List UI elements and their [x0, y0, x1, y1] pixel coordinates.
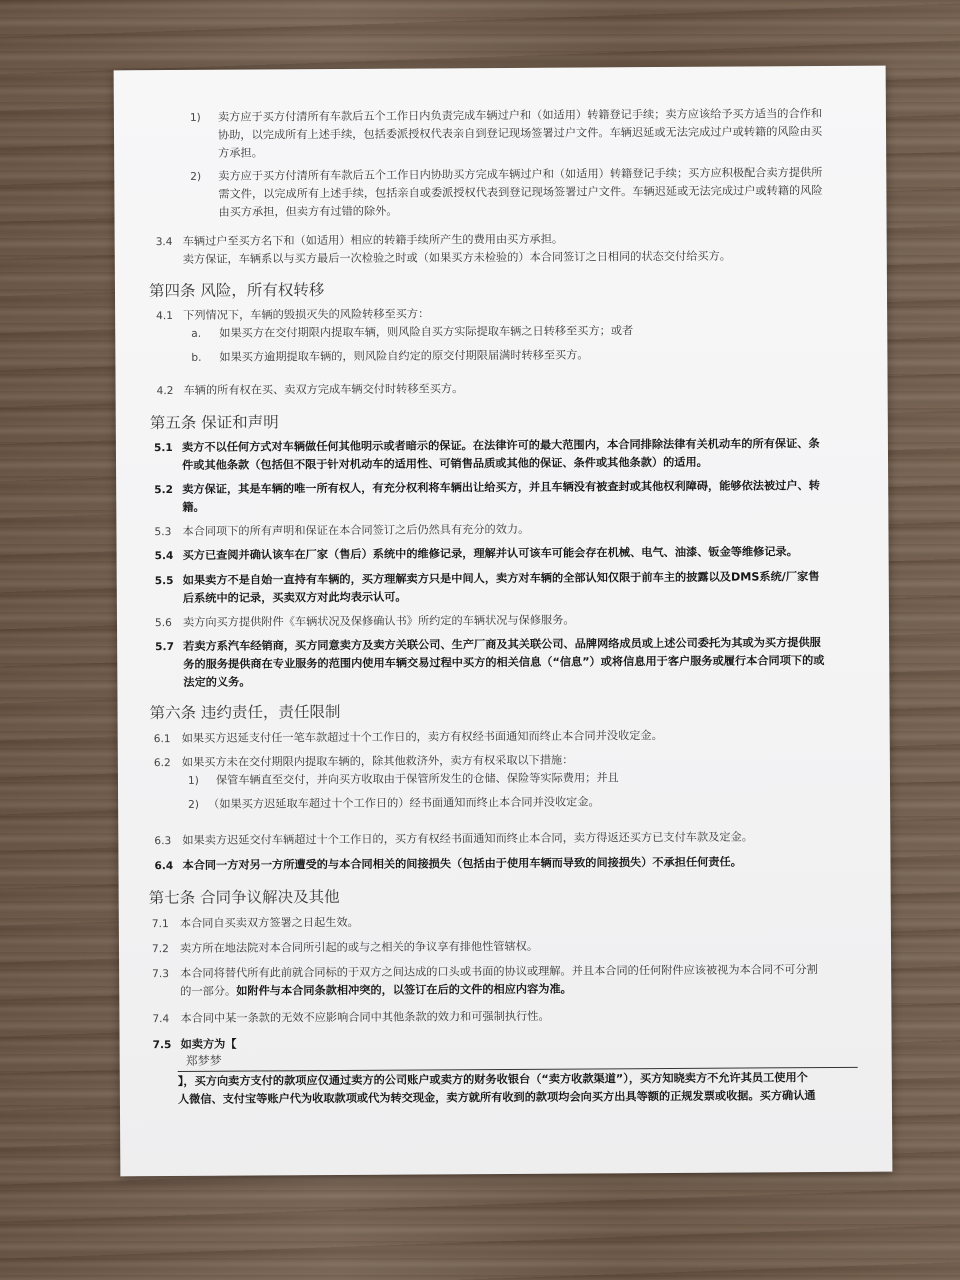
clause-5-7-line-3: 法定的义务。	[183, 675, 251, 689]
clause-7-3-line-2	[180, 982, 572, 1001]
clause-7-5-lead: 如卖方为【	[180, 1037, 237, 1051]
clause-7-2-text: 卖方所在地法院对本合同所引起的或与之相关的争议享有排他性管辖权。	[179, 939, 539, 955]
clause-5-1-number: 5.1	[153, 442, 173, 455]
clause-7-3-line-2-plain: 的一部分。	[180, 984, 237, 998]
clause-3-4-line-2: 卖方保证，车辆系以与买方最后一次检验之时或（如果买方未检验的）本合同签订之日相同的状态交付给买方。	[182, 249, 732, 266]
clause-7-1-number: 7.1	[151, 918, 169, 931]
clause-4-1-b-number: b.	[191, 351, 202, 364]
clause-6-1-text: 如果买方迟延支付任一笔车款超过十个工作日的，卖方有权经书面通知而终止本合同并没收定金。	[181, 729, 663, 745]
clause-7-3-line-2-bold: 如附件与本合同条款相冲突的，以签订在后的文件的相应内容为准。	[236, 982, 572, 998]
clause-5-3-text: 本合同项下的所有声明和保证在本合同签订之后仍然具有充分的效力。	[182, 522, 530, 538]
article-5-heading: 第五条 保证和声明	[149, 413, 279, 433]
clause-3-3-2-line-1: 卖方应于买方付清所有车款后五个工作日内协助买方完成车辆过户和（如适用）转籍登记手续；买方应积极配合卖方提供所	[218, 166, 823, 183]
clause-7-2-number: 7.2	[151, 943, 169, 956]
clause-3-3-2-line-3: 由买方承担，但卖方有过错的除外。	[218, 204, 398, 219]
clause-3-3-1-line-1: 卖方应于买方付清所有车款后五个工作日内负责完成车辆过户和（如适用）转籍登记手续；卖方应该给予买方适当的合作和	[217, 107, 823, 124]
clause-3-3-1-number: 1)	[189, 111, 201, 124]
clause-4-1-b-text: 如果买方逾期提取车辆的，则风险自约定的原交付期限届满时转移至买方。	[219, 348, 589, 364]
seller-name-fill: 郑梦梦	[185, 1053, 222, 1068]
clause-5-7-line-1: 若卖方系汽车经销商，买方同意卖方及卖方关联公司、生产厂商及其关联公司、品牌网络成员或上述公司委托为其或为买方提供服	[183, 636, 821, 653]
clause-6-3-number: 6.3	[154, 835, 172, 848]
clause-4-2-text: 车辆的所有权在买、卖双方完成车辆交付时转移至买方。	[183, 382, 464, 397]
clause-6-2-1-text: 保管车辆直至交付，并向买方收取由于保管所发生的仓储、保险等实际费用；并且	[215, 771, 619, 787]
clause-3-3-1-line-2: 协助，以完成所有上述手续，包括委派授权代表亲自到登记现场签署过户文件。车辆迟延或无法完成过户或转籍的风险由买	[217, 125, 823, 142]
clause-4-1-text: 下列情况下，车辆的毁损灭失的风险转移至买方：	[183, 307, 430, 322]
clause-5-7-line-2: 务的服务提供商在专业服务的范围内使用车辆交易过程中买方的相关信息（“信息”）或将信息用于客户服务或履行本合同项下的或	[183, 654, 825, 671]
clause-6-2-2-number: 2)	[188, 798, 200, 811]
clause-3-4-number: 3.4	[155, 236, 173, 249]
clause-6-4-text: 本合同一方对另一方所遭受的与本合同相关的间接损失（包括由于使用车辆而导致的间接损失）不承担任何责任。	[182, 855, 742, 872]
clause-4-1-number: 4.1	[156, 310, 174, 323]
clause-5-6-text: 卖方向买方提供附件《车辆状况及保修确认书》所约定的车辆状况与保修服务。	[182, 613, 575, 629]
article-4-heading: 第四条 风险，所有权转移	[148, 281, 325, 301]
clause-5-2-line-1: 卖方保证，其是车辆的唯一所有权人，有充分权利将车辆出让给买方，并且车辆没有被查封或其他权利障碍，能够依法被过户、转	[182, 479, 820, 496]
clause-7-4-text: 本合同中某一条款的无效不应影响合同中其他条款的效力和可强制执行性。	[180, 1009, 550, 1025]
clause-3-3-1-line-3: 方承担。	[218, 146, 263, 160]
clause-6-3-text: 如果卖方迟延交付车辆超过十个工作日的，买方有权经书面通知而终止本合同，卖方得返还买方已支付车款及定金。	[182, 830, 753, 847]
clause-5-2-number: 5.2	[154, 484, 174, 497]
clause-5-1-line-1: 卖方不以任何方式对车辆做任何其他明示或者暗示的保证。在法律许可的最大范围内，本合同排除法律有关机动车的所有保证、条	[181, 437, 820, 454]
clause-5-3-number: 5.3	[154, 526, 172, 539]
clause-6-2-number: 6.2	[153, 757, 171, 770]
clause-4-1-a-text: 如果买方在交付期限内提取车辆，则风险自买方实际提取车辆之日转移至买方；或者	[219, 324, 634, 340]
clause-3-4-line-1: 车辆过户至买方名下和（如适用）相应的转籍手续所产生的费用由买方承担。	[182, 232, 564, 248]
clause-7-5-number: 7.5	[152, 1039, 172, 1052]
clause-5-5-line-2: 后系统中的记录，买卖双方对此均表示认可。	[182, 590, 407, 605]
clause-3-3-2-line-2: 需文件，以完成所有上述手续，包括亲自或委派授权代表到登记现场签署过户文件。车辆迟延或无法完成过户或转籍的风险	[218, 184, 823, 201]
clause-7-3-line-1: 本合同将替代所有此前就合同标的于双方之间达成的口头或书面的协议或理解。并且本合同的任何附件应该被视为本合同不可分割	[180, 963, 818, 980]
clause-7-3-number: 7.3	[152, 968, 170, 981]
clause-7-5-line-3: 人微信、支付宝等账户代为收取款项或代为转交现金，卖方就所有收到的款项均会向买方出具等额的正规发票或收据。买方确认通	[177, 1089, 816, 1106]
clause-5-2-line-2: 籍。	[182, 500, 205, 514]
clause-6-1-number: 6.1	[153, 733, 171, 746]
clause-4-2-number: 4.2	[156, 385, 174, 398]
clause-6-2-1-number: 1)	[187, 774, 199, 787]
clause-7-5-line-2: 】，买方向卖方支付的款项应仅通过卖方的公司账户或卖方的财务收银台（“卖方收款渠道”），买方知晓卖方不允许其员工使用个	[177, 1071, 808, 1088]
clause-6-2-text: 如果买方未在交付期限内提取车辆的，除其他救济外，卖方有权采取以下措施：	[181, 753, 574, 769]
clause-4-1-a-number: a.	[191, 327, 202, 340]
clause-5-1-line-2: 件或其他条款（包括但不限于针对机动车的适用性、可销售品质或其他的保证、条件或其他条款）的适用。	[182, 455, 708, 472]
clause-5-6-number: 5.6	[154, 617, 172, 630]
article-7-heading: 第七条 合同争议解决及其他	[148, 888, 340, 908]
clause-3-3-2-number: 2)	[190, 170, 202, 183]
clause-5-5-number: 5.5	[154, 575, 174, 588]
contract-page	[114, 66, 893, 1177]
clause-7-4-number: 7.4	[152, 1013, 170, 1026]
clause-7-1-text: 本合同自买卖双方签署之日起生效。	[179, 915, 359, 930]
clause-5-7-number: 5.7	[155, 641, 174, 654]
clause-5-4-text: 买方已查阅并确认该车在厂家（售后）系统中的维修记录，理解并认可该车可能会存在机械、电气、油漆、钣金等维修记录。	[182, 545, 798, 562]
clause-6-2-2-text: （如果买方迟延取车超过十个工作日的）经书面通知而终止本合同并没收定金。	[208, 795, 600, 811]
article-6-heading: 第六条 违约责任，责任限制	[149, 702, 341, 723]
clause-5-4-number: 5.4	[154, 550, 174, 563]
clause-5-5-line-1: 如果卖方不是自始一直持有车辆的，买方理解卖方只是中间人，卖方对车辆的全部认知仅限于前车主的披露以及DMS系统/厂家售	[182, 570, 820, 587]
clause-6-4-number: 6.4	[154, 860, 174, 873]
